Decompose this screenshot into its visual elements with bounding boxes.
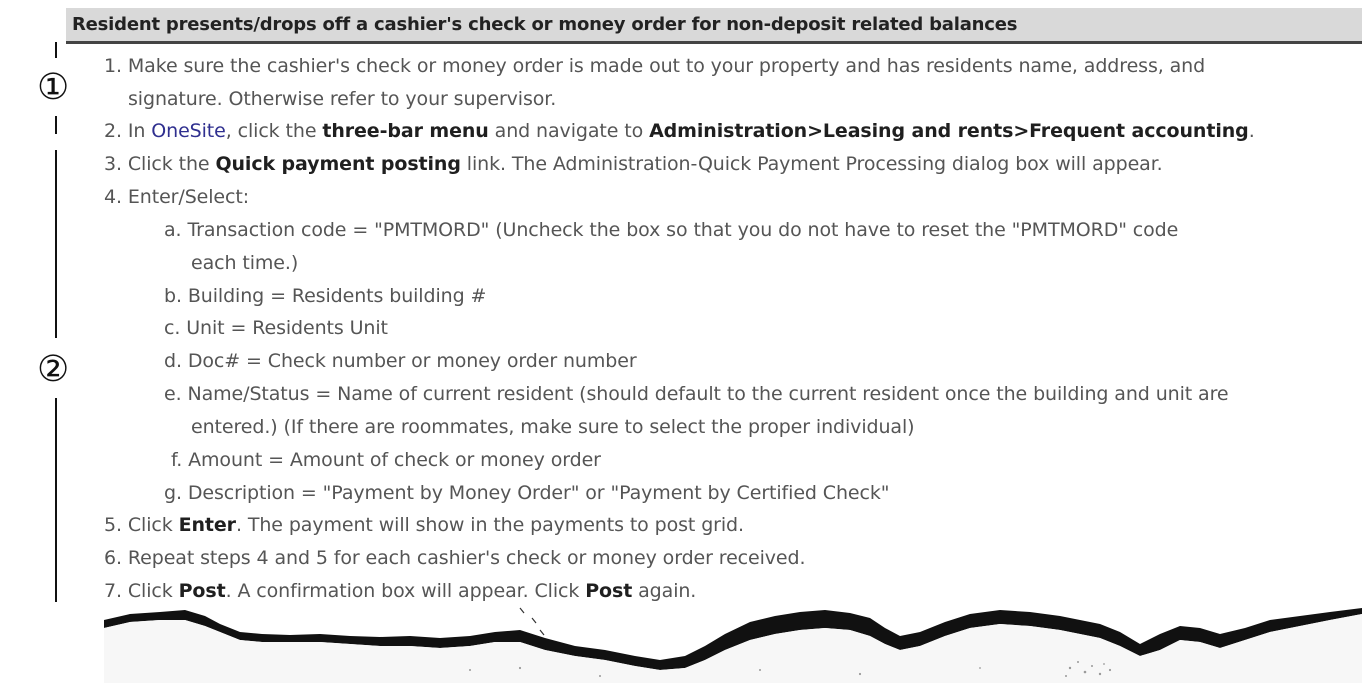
substep-text: Transaction code = "PMTMORD" (Uncheck the box so that you do not have to reset the "PMTMORD" code xyxy=(187,219,1179,241)
step-number: 5. xyxy=(104,514,122,536)
step-text: In xyxy=(127,120,152,142)
section-header xyxy=(66,8,1362,44)
substep-text: Doc# = Check number or money order number xyxy=(187,350,637,372)
torn-paper-edge xyxy=(0,598,1362,683)
substep-e-continuation xyxy=(191,416,914,438)
section-title: Resident presents/drops off a cashier's check or money order for non-deposit related balances xyxy=(72,14,1018,35)
step-text: . The payment will show in the payments to post grid. xyxy=(235,514,744,536)
step-number: 4. xyxy=(104,186,122,208)
step-bold-text: Enter xyxy=(178,514,236,536)
bracket-line-1-top xyxy=(55,42,57,58)
step-text: signature. Otherwise refer to your supervisor. xyxy=(128,88,557,110)
substep-text: Amount = Amount of check or money order xyxy=(188,449,601,471)
bracket-line-1-bottom xyxy=(55,116,57,134)
step-bold-text: Administration>Leasing and rents>Frequent accounting xyxy=(649,120,1249,142)
step-number: 1. xyxy=(104,55,122,77)
step-text: Click xyxy=(127,580,179,602)
substep-b xyxy=(164,285,486,307)
step-text: , click the xyxy=(225,120,323,142)
step-bold-text: Quick payment posting xyxy=(215,153,461,175)
substep-c xyxy=(164,317,388,339)
step-number: 3. xyxy=(104,153,122,175)
step-text: . A confirmation box will appear. Click xyxy=(225,580,586,602)
substep-letter: g. xyxy=(164,482,182,504)
step-1-continuation xyxy=(128,88,556,110)
step-5 xyxy=(104,514,744,536)
step-number: 7. xyxy=(104,580,122,602)
substep-letter: c. xyxy=(164,317,181,339)
substep-text: Description = "Payment by Money Order" or "Payment by Certified Check" xyxy=(187,482,890,504)
bracket-line-2-bottom xyxy=(55,398,57,602)
substep-text: Name/Status = Name of current resident (should default to the current resident once the building and unit are xyxy=(187,383,1229,405)
onesite-link[interactable]: OneSite xyxy=(151,120,226,142)
step-3 xyxy=(104,153,1163,175)
step-bold-text: Post xyxy=(178,580,226,602)
step-text: again. xyxy=(632,580,697,602)
step-text: link. The Administration-Quick Payment Processing dialog box will appear. xyxy=(460,153,1163,175)
step-4 xyxy=(104,186,249,208)
step-number: 2. xyxy=(104,120,122,142)
step-1 xyxy=(104,55,1205,77)
step-group-marker-1: ① xyxy=(37,67,70,108)
substep-letter: a. xyxy=(164,219,182,241)
substep-a xyxy=(164,219,1178,241)
step-number: 6. xyxy=(104,547,122,569)
step-bold-text: Post xyxy=(585,580,633,602)
substep-letter: d. xyxy=(164,350,182,372)
substep-letter: b. xyxy=(164,285,182,307)
step-text: Click the xyxy=(127,153,216,175)
step-bold-text: three-bar menu xyxy=(322,120,489,142)
step-text: Repeat steps 4 and 5 for each cashier's check or money order received. xyxy=(127,547,806,569)
bracket-line-2-top xyxy=(55,150,57,338)
step-text: . xyxy=(1248,120,1255,142)
substep-e xyxy=(164,383,1228,405)
substep-letter: f. xyxy=(171,449,183,471)
step-6 xyxy=(104,547,805,569)
substep-text: entered.) (If there are roommates, make sure to select the proper individual) xyxy=(191,416,915,438)
substep-text: Building = Residents building # xyxy=(187,285,487,307)
step-2 xyxy=(104,120,1255,142)
substep-text: Unit = Residents Unit xyxy=(186,317,388,339)
step-text: Make sure the cashier's check or money order is made out to your property and has residents name, address, and xyxy=(127,55,1206,77)
substep-text: each time.) xyxy=(191,252,299,274)
substep-f xyxy=(171,449,601,471)
substep-g xyxy=(164,482,889,504)
step-group-marker-2: ② xyxy=(37,349,70,390)
step-text: and navigate to xyxy=(488,120,650,142)
step-text: Enter/Select: xyxy=(127,186,250,208)
step-text: Click xyxy=(127,514,179,536)
substep-d xyxy=(164,350,637,372)
substep-a-continuation xyxy=(191,252,298,274)
substep-letter: e. xyxy=(164,383,182,405)
